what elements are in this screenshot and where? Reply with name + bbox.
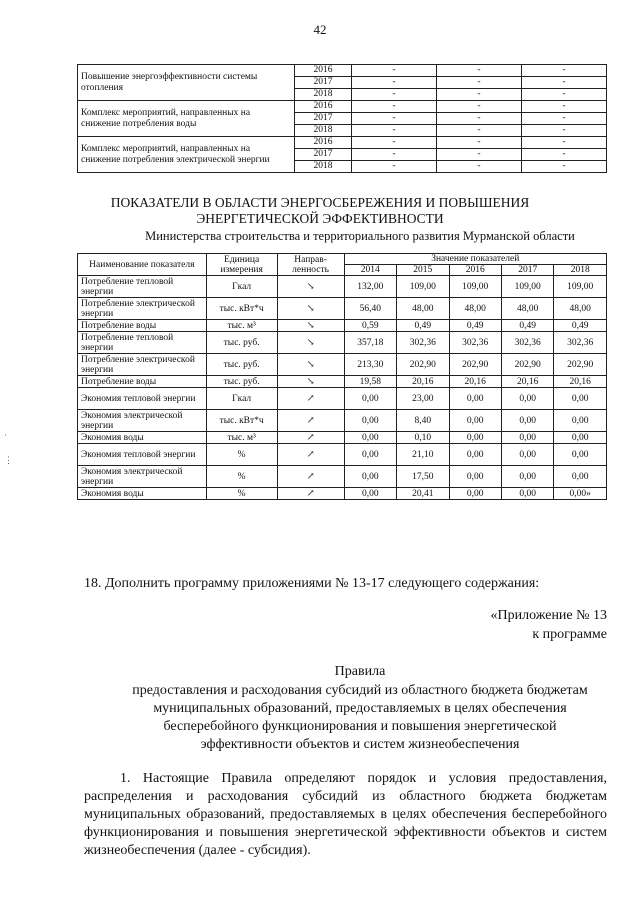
- indicator-value: 357,18: [344, 332, 396, 354]
- value-cell: -: [522, 161, 607, 173]
- indicator-value: 0,00: [449, 432, 501, 444]
- indicator-value: 132,00: [344, 276, 396, 298]
- indicator-unit: тыс. м³: [206, 432, 277, 444]
- indicator-value: 48,00: [501, 298, 553, 320]
- indicator-value: 20,16: [397, 376, 449, 388]
- rules-subtitle-line: эффективности объектов и систем жизнеобеспечения: [200, 737, 520, 752]
- indicator-unit: %: [206, 444, 277, 466]
- rules-title: Правила: [334, 664, 386, 679]
- value-cell: -: [522, 113, 607, 125]
- indicator-unit: тыс. м³: [206, 320, 277, 332]
- indicator-value: 0,00: [449, 444, 501, 466]
- ministry-subtitle: Министерства строительства и территориального развития Мурманской области: [145, 229, 575, 243]
- indicator-value: 109,00: [501, 276, 553, 298]
- indicator-name: Потребление воды: [78, 320, 207, 332]
- indicator-value: 8,40: [397, 410, 449, 432]
- rules-subtitle-line: бесперебойного функционирования и повышения энергетической: [163, 719, 557, 734]
- value-cell: -: [352, 113, 437, 125]
- indicator-name: Потребление тепловой энергии: [78, 276, 207, 298]
- scan-mark: ⋮: [4, 455, 13, 465]
- indicator-name: Потребление воды: [78, 376, 207, 388]
- indicator-value: 0,59: [344, 320, 396, 332]
- indicator-value: 56,40: [344, 298, 396, 320]
- value-cell: -: [352, 125, 437, 137]
- appendix-ref-line2: к программе: [532, 627, 607, 642]
- top-table-row: [78, 137, 607, 149]
- value-cell: -: [522, 77, 607, 89]
- indicator-value: 0,00: [554, 410, 607, 432]
- indicator-row: [78, 466, 607, 488]
- indicator-value: 213,30: [344, 354, 396, 376]
- indicator-value: 23,00: [397, 388, 449, 410]
- rules-subtitle-line: предоставления и расходования субсидий из областного бюджета бюджетам: [132, 683, 588, 698]
- direction-arrow-icon: ↘: [277, 332, 344, 354]
- indicator-value: 0,00: [554, 444, 607, 466]
- direction-arrow-icon: ↗: [277, 488, 344, 500]
- indicator-unit: Гкал: [206, 276, 277, 298]
- top-table: [77, 64, 607, 173]
- year-cell: 2017: [295, 113, 352, 125]
- indicator-value: 302,36: [554, 332, 607, 354]
- indicator-value: 0,49: [397, 320, 449, 332]
- indicator-value: 302,36: [501, 332, 553, 354]
- indicator-value: 302,36: [449, 332, 501, 354]
- value-cell: -: [352, 89, 437, 101]
- indicator-value: 109,00: [449, 276, 501, 298]
- indicator-name: Потребление тепловой энергии: [78, 332, 207, 354]
- value-cell: -: [352, 137, 437, 149]
- indicator-value: 0,00: [344, 432, 396, 444]
- indicator-unit: тыс. кВт*ч: [206, 410, 277, 432]
- indicator-value: 0,00»: [554, 488, 607, 500]
- indicator-value: 0,00: [344, 388, 396, 410]
- header-year: 2017: [501, 265, 553, 276]
- section-heading-line2: ЭНЕРГЕТИЧЕСКОЙ ЭФФЕКТИВНОСТИ: [196, 211, 444, 226]
- indicator-value: 0,00: [554, 432, 607, 444]
- indicator-value: 0,00: [449, 388, 501, 410]
- value-cell: -: [522, 149, 607, 161]
- header-unit: Единица измерения: [206, 254, 277, 276]
- indicator-value: 20,16: [554, 376, 607, 388]
- year-cell: 2018: [295, 161, 352, 173]
- indicator-value: 0,00: [501, 466, 553, 488]
- value-cell: -: [522, 101, 607, 113]
- indicator-value: 0,10: [397, 432, 449, 444]
- year-cell: 2016: [295, 65, 352, 77]
- header-year: 2014: [344, 265, 396, 276]
- value-cell: -: [522, 89, 607, 101]
- year-cell: 2018: [295, 89, 352, 101]
- value-cell: -: [437, 101, 522, 113]
- value-cell: -: [522, 65, 607, 77]
- appendix-ref-line1: «Приложение № 13: [490, 608, 607, 623]
- indicator-value: 0,00: [449, 410, 501, 432]
- direction-arrow-icon: ↗: [277, 466, 344, 488]
- indicator-value: 48,00: [554, 298, 607, 320]
- indicator-row: [78, 410, 607, 432]
- value-cell: -: [352, 77, 437, 89]
- indicator-unit: Гкал: [206, 388, 277, 410]
- indicator-value: 17,50: [397, 466, 449, 488]
- indicator-value: 0,00: [554, 466, 607, 488]
- indicator-row: [78, 298, 607, 320]
- year-cell: 2017: [295, 149, 352, 161]
- direction-arrow-icon: ↗: [277, 410, 344, 432]
- year-cell: 2017: [295, 77, 352, 89]
- value-cell: -: [437, 89, 522, 101]
- header-values: Значение показателей: [344, 254, 606, 265]
- indicator-value: 0,00: [344, 488, 396, 500]
- value-cell: -: [352, 65, 437, 77]
- value-cell: -: [352, 149, 437, 161]
- direction-arrow-icon: ↗: [277, 388, 344, 410]
- year-cell: 2016: [295, 137, 352, 149]
- indicator-row: [78, 320, 607, 332]
- indicator-unit: %: [206, 488, 277, 500]
- item-18-paragraph: 18. Дополнить программу приложениями № 13-17 следующего содержания:: [84, 576, 540, 591]
- year-cell: 2018: [295, 125, 352, 137]
- indicator-row: [78, 488, 607, 500]
- direction-arrow-icon: ↘: [277, 320, 344, 332]
- indicator-name: Потребление электрической энергии: [78, 354, 207, 376]
- indicator-value: 0,00: [501, 444, 553, 466]
- direction-arrow-icon: ↘: [277, 354, 344, 376]
- value-cell: -: [437, 137, 522, 149]
- indicator-value: 0,00: [501, 388, 553, 410]
- indicator-name: Экономия электрической энергии: [78, 410, 207, 432]
- indicator-value: 0,00: [344, 444, 396, 466]
- header-direction: Направ-ленность: [277, 254, 344, 276]
- indicators-table: [77, 253, 607, 500]
- indicator-unit: тыс. кВт*ч: [206, 298, 277, 320]
- scan-mark: ·: [4, 430, 7, 440]
- indicator-value: 19,58: [344, 376, 396, 388]
- indicator-row: [78, 354, 607, 376]
- indicator-name: Экономия электрической энергии: [78, 466, 207, 488]
- measure-label: Комплекс мероприятий, направленных на снижение потребления электрической энергии: [78, 137, 295, 173]
- indicator-value: 48,00: [397, 298, 449, 320]
- indicator-value: 20,16: [501, 376, 553, 388]
- direction-arrow-icon: ↘: [277, 298, 344, 320]
- value-cell: -: [352, 161, 437, 173]
- indicator-value: 0,49: [554, 320, 607, 332]
- indicator-row: [78, 276, 607, 298]
- indicator-value: 202,90: [449, 354, 501, 376]
- value-cell: -: [437, 161, 522, 173]
- value-cell: -: [437, 125, 522, 137]
- value-cell: -: [352, 101, 437, 113]
- indicator-value: 48,00: [449, 298, 501, 320]
- direction-arrow-icon: ↗: [277, 444, 344, 466]
- indicator-row: [78, 388, 607, 410]
- indicator-value: 202,90: [501, 354, 553, 376]
- indicator-value: 0,00: [449, 466, 501, 488]
- indicator-name: Потребление электрической энергии: [78, 298, 207, 320]
- indicator-value: 0,00: [501, 432, 553, 444]
- header-year: 2016: [449, 265, 501, 276]
- indicator-value: 202,90: [397, 354, 449, 376]
- indicator-value: 302,36: [397, 332, 449, 354]
- indicator-name: Экономия тепловой энергии: [78, 444, 207, 466]
- direction-arrow-icon: ↘: [277, 276, 344, 298]
- year-cell: 2016: [295, 101, 352, 113]
- indicator-value: 0,00: [554, 388, 607, 410]
- measure-label: Повышение энергоэффективности системы отопления: [78, 65, 295, 101]
- indicator-value: 0,00: [344, 410, 396, 432]
- direction-arrow-icon: ↘: [277, 376, 344, 388]
- indicator-value: 0,00: [501, 488, 553, 500]
- indicator-value: 109,00: [397, 276, 449, 298]
- direction-arrow-icon: ↗: [277, 432, 344, 444]
- page-number: 42: [313, 22, 327, 37]
- indicator-unit: тыс. руб.: [206, 376, 277, 388]
- measure-label: Комплекс мероприятий, направленных на снижение потребления воды: [78, 101, 295, 137]
- value-cell: -: [437, 113, 522, 125]
- indicator-row: [78, 432, 607, 444]
- indicator-value: 0,00: [449, 488, 501, 500]
- value-cell: -: [437, 149, 522, 161]
- value-cell: -: [522, 125, 607, 137]
- indicator-name: Экономия воды: [78, 432, 207, 444]
- value-cell: -: [437, 65, 522, 77]
- indicator-value: 0,00: [501, 410, 553, 432]
- indicator-row: [78, 376, 607, 388]
- rules-subtitle-line: муниципальных образований, предоставляемых в целях обеспечения: [153, 701, 567, 716]
- indicator-unit: тыс. руб.: [206, 332, 277, 354]
- value-cell: -: [522, 137, 607, 149]
- indicator-unit: %: [206, 466, 277, 488]
- section-heading-line1: ПОКАЗАТЕЛИ В ОБЛАСТИ ЭНЕРГОСБЕРЕЖЕНИЯ И ПОВЫШЕНИЯ: [110, 195, 530, 210]
- indicator-value: 202,90: [554, 354, 607, 376]
- indicator-value: 20,16: [449, 376, 501, 388]
- header-year: 2018: [554, 265, 607, 276]
- indicator-row: [78, 332, 607, 354]
- indicator-value: 20,41: [397, 488, 449, 500]
- header-name: Наименование показателя: [78, 254, 207, 276]
- top-table-row: [78, 101, 607, 113]
- indicator-value: 109,00: [554, 276, 607, 298]
- indicator-name: Экономия воды: [78, 488, 207, 500]
- indicator-value: 21,10: [397, 444, 449, 466]
- indicator-value: 0,49: [501, 320, 553, 332]
- rules-paragraph-1: 1. Настоящие Правила определяют порядок и условия предоставления, распределения и расходования субсидий из областного бюджета бюджетам муниципальных образований, предоставляемых в целях обеспечения бесперебойного функционирования и повышения энергетической эффективности объектов и систем жизнеобеспечения (далее - субсидия).: [84, 771, 607, 858]
- indicator-value: 0,49: [449, 320, 501, 332]
- indicator-row: [78, 444, 607, 466]
- indicator-value: 0,00: [344, 466, 396, 488]
- top-table-row: [78, 65, 607, 77]
- header-year: 2015: [397, 265, 449, 276]
- indicator-unit: тыс. руб.: [206, 354, 277, 376]
- indicator-name: Экономия тепловой энергии: [78, 388, 207, 410]
- value-cell: -: [437, 77, 522, 89]
